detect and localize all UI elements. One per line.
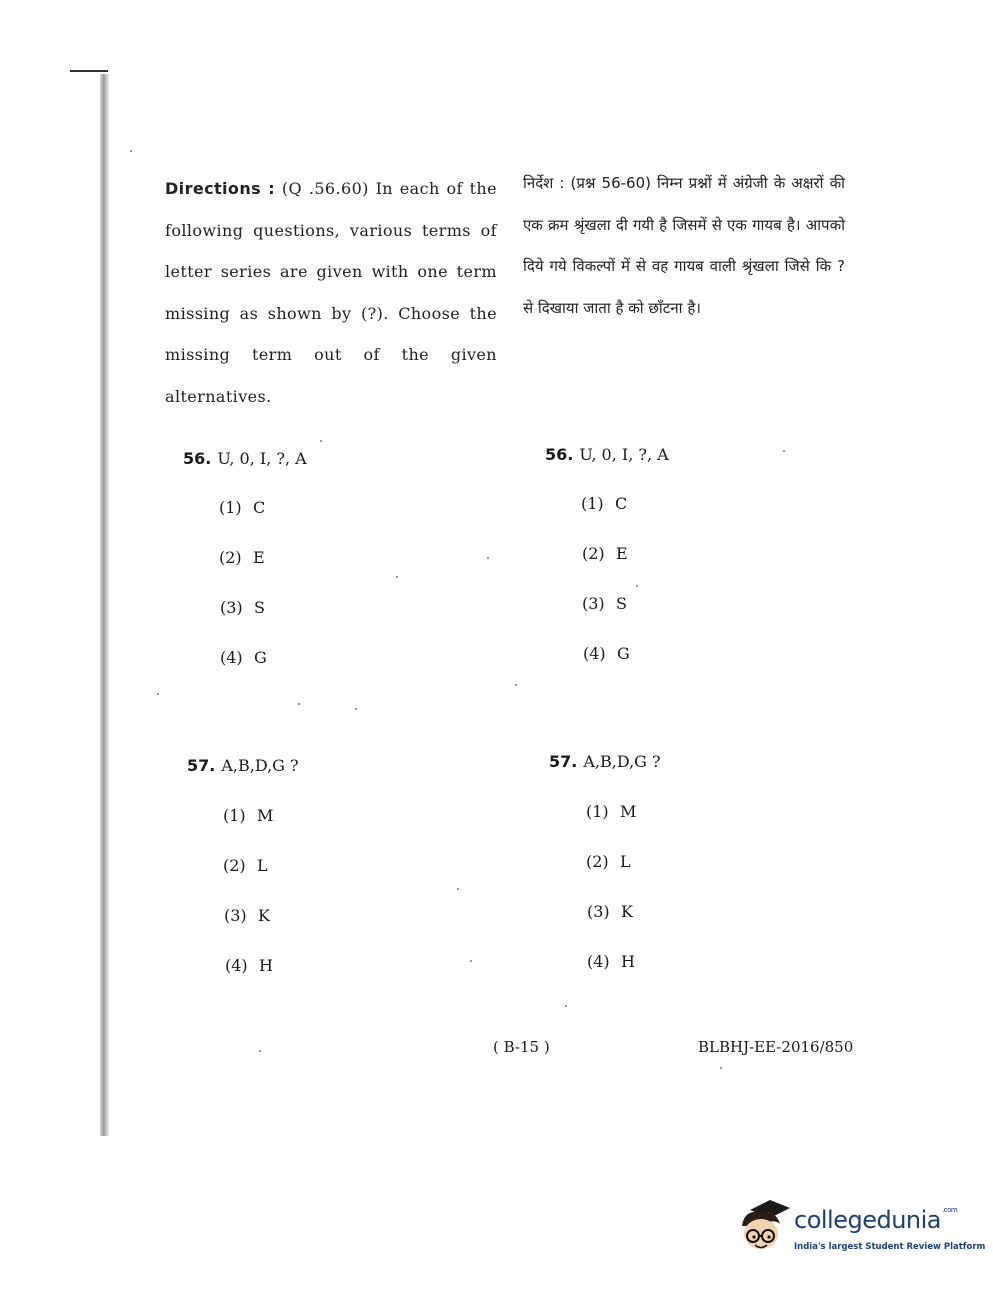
directions-text: (Q .56.60) In each of the following questions, various terms of letter series are given with one term missing as shown by (?). Choose the missing term out of the given alternatives. <box>165 179 497 406</box>
booklet-code: BLBHJ-EE-2016/850 <box>698 1038 854 1056</box>
q57-en-option-4: (4) H <box>225 956 273 975</box>
logo-tagline: India's largest Student Review Platform <box>794 1242 986 1252</box>
directions-hindi: निर्देश : (प्रश्न 56-60) निम्न प्रश्नों में अंग्रेजी के अक्षरों की एक क्रम श्रृंखला दी गयी है जिसमें से एक गायब है। आपको दिये गये विकल्पों में से वह गायब वाली श्रृंखला जिसे कि ? से दिखाया जाता है को छाँटना है। <box>523 174 845 317</box>
directions-label: Directions : <box>165 179 276 198</box>
question-number: 57. <box>549 752 578 771</box>
binding-cap-line <box>70 70 108 72</box>
q56-hi-option-3: (3) S <box>582 594 627 613</box>
question-text: U, 0, I, ?, A <box>217 449 307 468</box>
q57-en-option-3: (3) K <box>224 906 270 925</box>
mascot-icon <box>736 1196 796 1258</box>
collegedunia-logo[interactable] <box>736 1196 986 1256</box>
question-number: 56. <box>545 445 574 464</box>
q56-hi-option-4: (4) G <box>583 644 630 663</box>
question-text: A,B,D,G ? <box>583 752 661 771</box>
q56-en-option-1: (1) C <box>219 498 266 517</box>
q57-hi-option-1: (1) M <box>586 802 637 821</box>
question-56-english <box>183 449 307 468</box>
page-number: ( B-15 ) <box>493 1038 550 1056</box>
q57-hi-option-2: (2) L <box>586 852 631 871</box>
directions-english <box>165 168 497 417</box>
q57-hi-option-3: (3) K <box>587 902 633 921</box>
question-number: 56. <box>183 449 212 468</box>
question-56-hindi <box>545 445 669 464</box>
q57-hi-option-4: (4) H <box>587 952 635 971</box>
q56-en-option-4: (4) G <box>220 648 267 667</box>
question-text: U, 0, I, ?, A <box>579 445 669 464</box>
q57-en-option-2: (2) L <box>223 856 268 875</box>
q56-hi-option-2: (2) E <box>582 544 628 563</box>
q56-en-option-2: (2) E <box>219 548 265 567</box>
question-57-english <box>187 756 299 775</box>
question-text: A,B,D,G ? <box>221 756 299 775</box>
scan-binding-edge <box>100 74 109 1136</box>
question-number: 57. <box>187 756 216 775</box>
q56-en-option-3: (3) S <box>220 598 265 617</box>
question-57-hindi <box>549 752 661 771</box>
q56-hi-option-1: (1) C <box>581 494 628 513</box>
logo-brand-text: collegedunia$^{.com}$ <box>794 1206 958 1234</box>
q57-en-option-1: (1) M <box>223 806 274 825</box>
